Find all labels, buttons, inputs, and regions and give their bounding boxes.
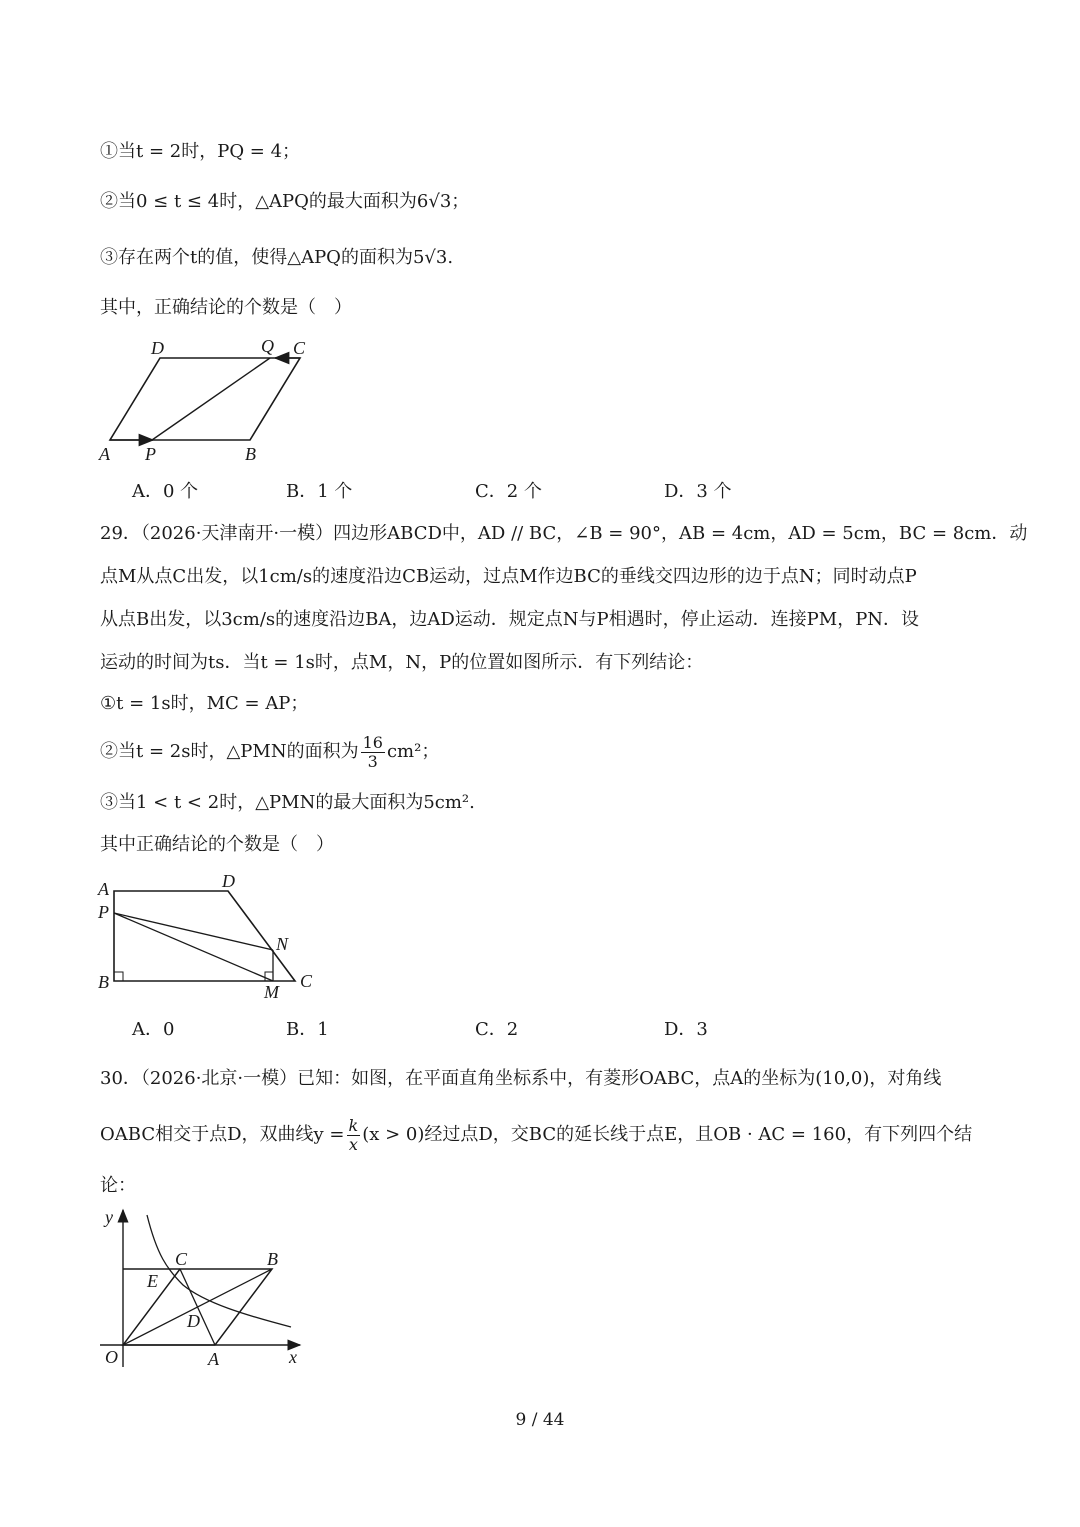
label-x: x <box>289 1347 297 1367</box>
q29-line-4: 运动的时间为ts．当t = 1s时，点M，N，P的位置如图所示．有下列结论： <box>100 652 704 673</box>
q28-prompt: 其中，正确结论的个数是（ ） <box>100 297 352 318</box>
q29-fraction-num: 16 <box>362 732 383 752</box>
q29-item-1: ①t = 1s时，MC = AP； <box>100 693 309 714</box>
q29-item-3: ③当1 < t < 2时，△PMN的最大面积为5cm². <box>100 792 475 813</box>
q30-line-2 <box>100 1113 972 1157</box>
label-b: B <box>267 1249 278 1269</box>
q28-item-1: ①当t = 2时，PQ = 4； <box>100 141 301 162</box>
segment-pm <box>114 913 273 981</box>
q28-item-3: ③存在两个t的值，使得△APQ的面积为5√3. <box>100 247 454 268</box>
label-e: E <box>147 1271 158 1291</box>
label-c: C <box>293 338 306 358</box>
trapezoid-abcd <box>114 891 295 981</box>
q28-option-b: B．1 个 <box>286 481 353 502</box>
label-d: D <box>222 871 235 891</box>
q29-item-2-pre: ②当t = 2s时，△PMN的面积为 <box>100 741 359 762</box>
label-n: N <box>276 934 289 954</box>
q29-option-d: D．3 <box>664 1019 708 1040</box>
label-c: C <box>300 971 313 991</box>
label-y: y <box>105 1207 113 1227</box>
q29-fraction-den: 3 <box>367 751 378 771</box>
q30-line-3: 论： <box>100 1175 136 1196</box>
q28-parallelogram-figure <box>95 330 325 470</box>
label-a: A <box>98 879 109 899</box>
q29-line-2: 点M从点C出发，以1cm/s的速度沿边CB运动，过点M作边BC的垂线交四边形的边于点N；同时动点P <box>100 566 917 587</box>
page-number: 9 / 44 <box>515 1410 565 1430</box>
q28-option-a: A．0 个 <box>132 481 199 502</box>
label-p: P <box>145 444 156 464</box>
q30-fraction-num: k <box>348 1115 359 1135</box>
q29-option-c: C．2 <box>475 1019 519 1040</box>
q29-line-3: 从点B出发，以3cm/s的速度沿边BA，边AD运动．规定点N与P相遇时，停止运动．连接PM，PN．设 <box>100 609 920 630</box>
right-angle-b <box>114 972 123 981</box>
q29-trapezoid-figure <box>90 868 330 1003</box>
label-a: A <box>99 444 110 464</box>
q29-option-a: A．0 <box>132 1019 175 1040</box>
label-d: D <box>151 338 164 358</box>
q30-line-1: 30．（2026·北京·一模）已知：如图，在平面直角坐标系中，有菱形OABC，点A的坐标为(10,0)，对角线 <box>100 1068 942 1089</box>
label-p: P <box>98 902 109 922</box>
q29-line-1: 29．（2026·天津南开·一模）四边形ABCD中，AD // BC，∠B = 90°，AB = 4cm，AD = 5cm，BC = 8cm．动 <box>100 523 1028 544</box>
q30-fraction-den: x <box>348 1134 358 1154</box>
label-c: C <box>175 1249 188 1269</box>
q29-option-b: B．1 <box>286 1019 329 1040</box>
label-b: B <box>98 972 109 992</box>
q29-item-2-post: cm²； <box>386 741 440 762</box>
diagonal-ac <box>180 1269 215 1345</box>
q28-item-2: ②当0 ≤ t ≤ 4时，△APQ的最大面积为6√3； <box>100 191 470 212</box>
q30-line-2-post: (x > 0)经过点D，交BC的延长线于点E，且OB · AC = 160，有下列四个结 <box>362 1124 973 1145</box>
segment-pq <box>152 358 270 440</box>
label-m: M <box>264 982 279 1002</box>
q30-fraction <box>347 1117 361 1154</box>
label-d: D <box>187 1311 200 1331</box>
q30-rhombus-figure <box>95 1205 315 1380</box>
q28-option-d: D．3 个 <box>664 481 732 502</box>
q29-item-2 <box>100 730 439 774</box>
parallelogram-abcd <box>110 358 300 440</box>
q28-option-c: C．2 个 <box>475 481 542 502</box>
q30-line-2-pre: OABC相交于点D，双曲线y = <box>100 1124 345 1145</box>
q29-prompt: 其中正确结论的个数是（ ） <box>100 834 334 855</box>
label-q: Q <box>261 336 274 356</box>
label-o: O <box>105 1347 118 1367</box>
label-a: A <box>208 1349 219 1369</box>
q29-fraction <box>361 734 385 771</box>
label-b: B <box>245 444 256 464</box>
